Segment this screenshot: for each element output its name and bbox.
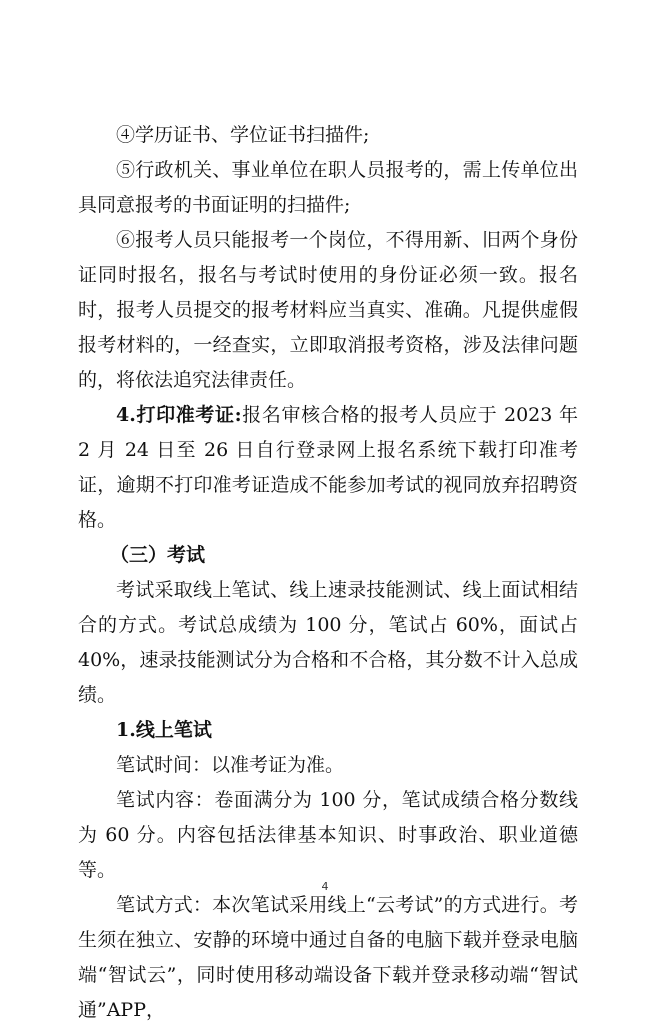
- paragraph-item-4: ④学历证书、学位证书扫描件;: [116, 124, 370, 146]
- print-admission-text: 报名审核合格的报考人员应于 2023 年 2 月 24 日至 26 日自行登录网上报名系统下载打印准考证，逾期不打印准考证造成不能参加考试的视同放弃招聘资格。: [78, 404, 578, 531]
- print-admission-heading: 4.打印准考证:: [116, 404, 242, 426]
- paragraph-written-time: 笔试时间：以准考证为准。: [116, 754, 345, 776]
- paragraph-print-admission: [78, 398, 578, 538]
- paragraph-item-6: ⑥报考人员只能报考一个岗位，不得用新、旧两个身份证同时报名，报名与考试时使用的身份证必须一致。报名时，报考人员提交的报考材料应当真实、准确。凡提供虚假报考材料的，一经查实，立即取消报考资格，涉及法律问题的，将依法追究法律责任。: [78, 229, 578, 391]
- section-heading-exam: （三）考试: [110, 544, 206, 566]
- paragraph-exam-intro: 考试采取线上笔试、线上速录技能测试、线上面试相结合的方式。考试总成绩为 100 分，笔试占 60%，面试占 40%，速录技能测试分为合格和不合格，其分数不计入总成绩。: [78, 579, 578, 706]
- paragraph-written-method: 笔试方式：本次笔试采用线上“云考试”的方式进行。考生须在独立、安静的环境中通过自备的电脑下载并登录电脑端“智试云”，同时使用移动端设备下载并登录移动端“智试通”APP，: [78, 894, 578, 1021]
- paragraph-written-content: 笔试内容：卷面满分为 100 分，笔试成绩合格分数线为 60 分。内容包括法律基本知识、时事政治、职业道德等。: [78, 789, 578, 881]
- heading-online-written: 1.线上笔试: [116, 719, 212, 741]
- page-number: 4: [321, 880, 329, 893]
- paragraph-item-5: ⑤行政机关、事业单位在职人员报考的，需上传单位出具同意报考的书面证明的扫描件;: [78, 159, 578, 216]
